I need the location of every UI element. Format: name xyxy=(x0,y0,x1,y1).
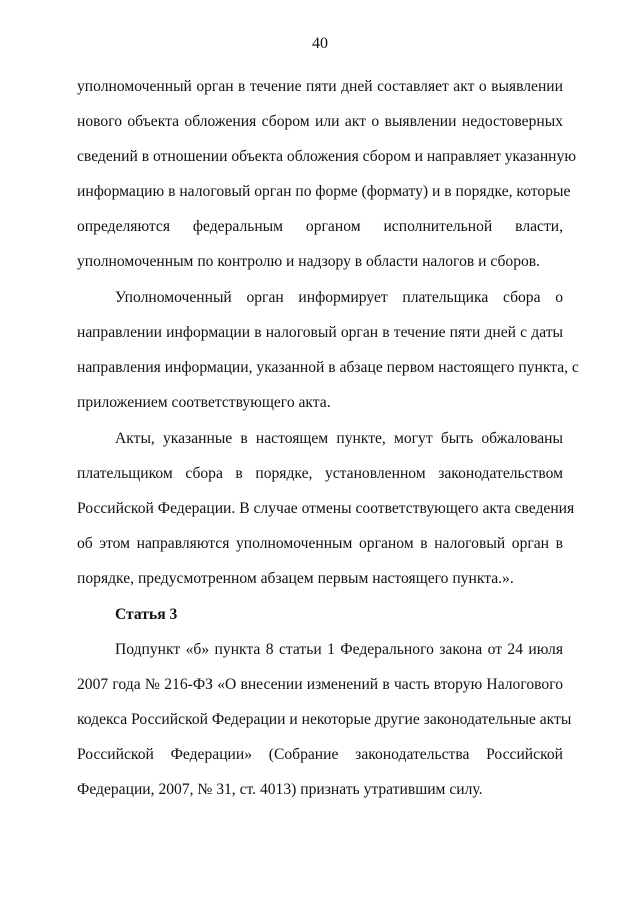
page-number: 40 xyxy=(312,35,328,52)
text-line: об этом направляются уполномоченным органом в налоговый орган в xyxy=(77,535,563,552)
text-line: приложением соответствующего акта. xyxy=(77,394,331,411)
article-heading: Статья 3 xyxy=(115,606,178,623)
text-line: Уполномоченный орган информирует плательщика сбора о xyxy=(115,289,563,306)
text-line: сведений в отношении объекта обложения сбором и направляет указанную xyxy=(77,148,576,165)
text-line: информацию в налоговый орган по форме (формату) и в порядке, которые xyxy=(77,183,571,200)
text-line: Федерации, 2007, № 31, ст. 4013) признать утратившим силу. xyxy=(77,781,483,798)
text-line: плательщиком сбора в порядке, установленном законодательством xyxy=(77,465,563,482)
text-line: уполномоченный орган в течение пяти дней составляет акт о выявлении xyxy=(77,78,563,95)
text-line: Подпункт «б» пункта 8 статьи 1 Федерального закона от 24 июля xyxy=(115,641,563,658)
text-line: нового объекта обложения сбором или акт о выявлении недостоверных xyxy=(77,113,563,130)
text-line: определяются федеральным органом исполнительной власти, xyxy=(77,218,563,235)
text-line: 2007 года № 216-ФЗ «О внесении изменений в часть вторую Налогового xyxy=(77,676,563,693)
text-line: направления информации, указанной в абзаце первом настоящего пункта, с xyxy=(77,359,579,376)
text-line: Российской Федерации» (Собрание законодательства Российской xyxy=(77,746,563,763)
text-line: Российской Федерации. В случае отмены соответствующего акта сведения xyxy=(77,500,575,517)
text-line: Акты, указанные в настоящем пункте, могут быть обжалованы xyxy=(115,430,563,447)
text-line: кодекса Российской Федерации и некоторые другие законодательные акты xyxy=(77,711,572,728)
text-line: уполномоченным по контролю и надзору в области налогов и сборов. xyxy=(77,253,541,270)
text-line: порядке, предусмотренном абзацем первым настоящего пункта.». xyxy=(77,570,514,587)
text-line: направлении информации в налоговый орган в течение пяти дней с даты xyxy=(77,324,563,341)
